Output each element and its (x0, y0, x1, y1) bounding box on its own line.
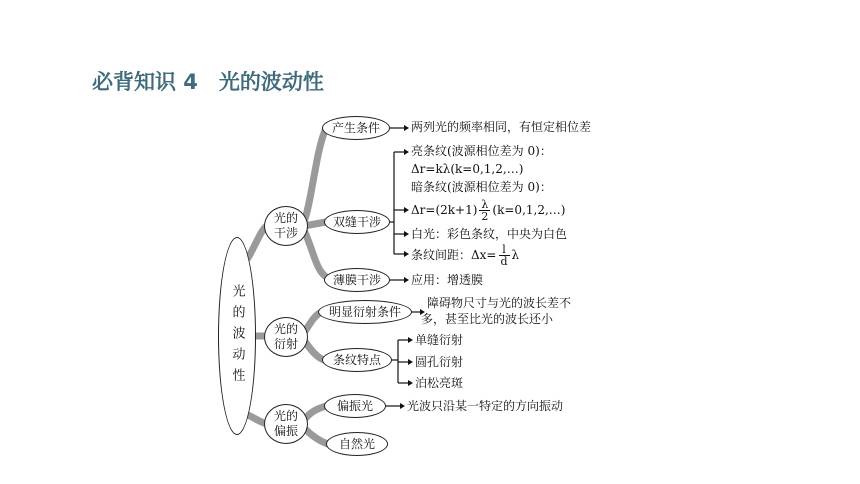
poisson-spot-text: 泊松亮斑 (415, 376, 464, 390)
diffraction-condition-line2: 多，甚至比光的波长还小 (421, 312, 554, 326)
bright-fringe-formula: Δr=kλ(k=0,1,2,…) (411, 162, 524, 176)
generation-condition-text: 两列光的频率相同，有恒定相位差 (411, 120, 592, 134)
node-polarization-line2: 偏振 (273, 424, 298, 438)
node-polarized-light: 偏振光 (324, 394, 386, 418)
node-interference (264, 206, 308, 246)
single-slit-diffraction-text: 单缝衍射 (415, 333, 464, 347)
node-double-slit: 双缝干涉 (324, 210, 390, 234)
white-light-text: 白光：彩色条纹，中央为白色 (411, 227, 568, 241)
dark-fringe-frac-num: λ (479, 199, 490, 211)
node-diffraction-line1: 光的 (273, 322, 298, 336)
node-diffraction (264, 317, 308, 357)
polarized-light-text: 光波只沿某一特定的方向振动 (407, 399, 564, 413)
dark-fringe-formula-a: Δr=(2k+1) (411, 203, 478, 217)
node-interference-line2: 干涉 (273, 226, 298, 240)
node-fringe-features: 条纹特点 (322, 348, 392, 372)
page-title: 必背知识 4 光的波动性 (92, 70, 324, 94)
fringe-spacing-fraction (499, 244, 510, 267)
node-natural-light: 自然光 (326, 432, 388, 456)
node-interference-line1: 光的 (273, 211, 298, 225)
circular-hole-diffraction-text: 圆孔衍射 (415, 355, 464, 369)
dark-fringe-frac-den: 2 (481, 210, 489, 223)
node-obvious-diffraction-condition: 明显衍射条件 (318, 300, 412, 324)
dark-fringe-title: 暗条纹(波源相位差为 0)： (411, 180, 552, 194)
fringe-spacing-frac-den: d (500, 255, 508, 268)
dark-fringe-formula-b: (k=0,1,2,…) (492, 203, 566, 217)
fringe-spacing-a: 条纹间距：Δx= (411, 248, 497, 262)
node-polarization (264, 404, 308, 444)
fringe-spacing-formula (411, 244, 519, 267)
dark-fringe-fraction (479, 199, 490, 222)
node-generation-condition: 产生条件 (322, 116, 390, 140)
node-thin-film: 薄膜干涉 (324, 268, 390, 292)
thin-film-application-text: 应用：增透膜 (411, 273, 484, 287)
bright-fringe-title: 亮条纹(波源相位差为 0)： (411, 144, 552, 158)
fringe-spacing-b: λ (511, 248, 520, 262)
root-node-wave-nature: 光的波动性 (218, 237, 256, 435)
diffraction-condition-line1: 障碍物尺寸与光的波长差不 (427, 296, 572, 310)
dark-fringe-formula (411, 198, 565, 222)
fringe-spacing-frac-num: l (499, 244, 510, 256)
node-diffraction-line2: 衍射 (273, 337, 298, 351)
node-polarization-line1: 光的 (273, 409, 298, 423)
